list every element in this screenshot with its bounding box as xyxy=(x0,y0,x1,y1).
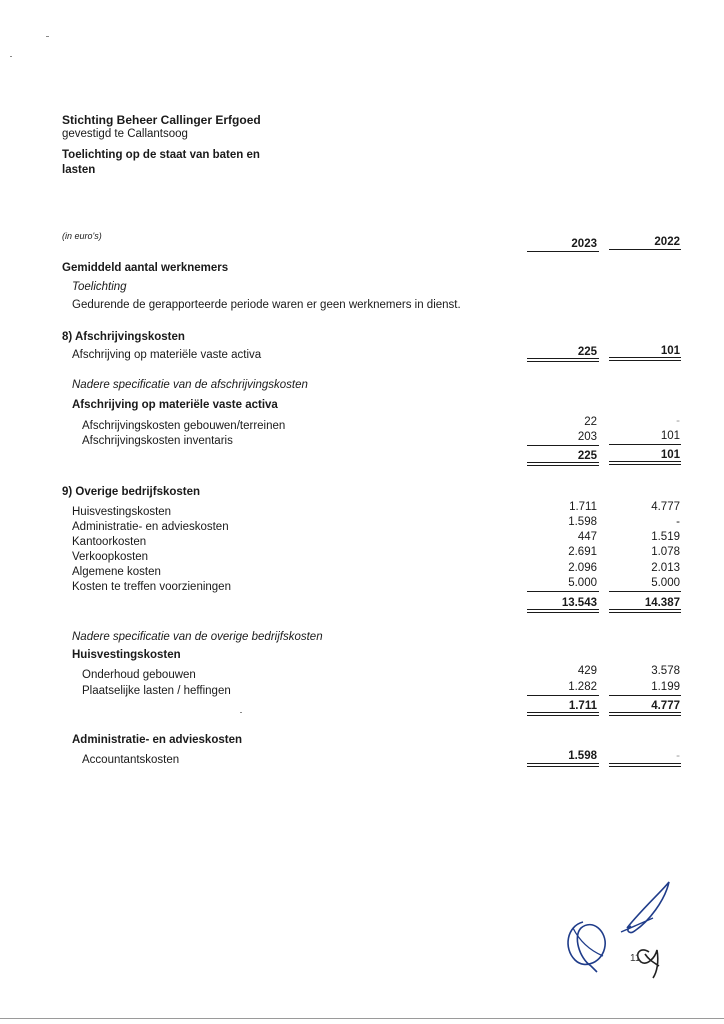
other-costs-item-2022: 4.777 xyxy=(651,501,680,513)
other-costs-item-label: Huisvestingskosten xyxy=(72,506,172,518)
advisory-row-2023: 1.598 xyxy=(568,750,597,762)
other-costs-subtotal-rule-2023 xyxy=(527,591,599,592)
depreciation-total-rule-2022 xyxy=(609,461,681,465)
depreciation-row-2022: 101 xyxy=(660,345,680,357)
employees-heading: Gemiddeld aantal werknemers xyxy=(62,262,229,274)
depreciation-spec-heading: Nadere specificatie van de afschrijvingskosten xyxy=(72,379,308,391)
other-costs-total-2022: 14.387 xyxy=(644,597,680,609)
handwritten-initials-signature xyxy=(545,870,695,990)
other-costs-item-2023: 1.711 xyxy=(569,501,597,513)
housing-total-rule-2022 xyxy=(609,712,681,716)
page-bottom-edge xyxy=(0,1018,724,1019)
other-costs-total-2023: 13.543 xyxy=(561,597,597,609)
document-title-line2: lasten xyxy=(62,164,96,176)
employees-subheading: Toelichting xyxy=(72,281,127,293)
housing-subtotal-rule-2022 xyxy=(609,695,681,696)
scan-speck xyxy=(10,56,12,57)
depreciation-subtotal-rule-2023 xyxy=(527,445,599,446)
housing-total-2023: 1.711 xyxy=(568,700,597,712)
depreciation-item-2023: 22 xyxy=(584,416,597,428)
housing-item-2022: 1.199 xyxy=(651,681,680,693)
depreciation-item-label: Afschrijvingskosten inventaris xyxy=(82,435,233,447)
depreciation-row-label: Afschrijving op materiële vaste activa xyxy=(72,349,262,361)
advisory-heading: Administratie- en advieskosten xyxy=(72,734,242,746)
other-costs-item-2023: 5.000 xyxy=(568,577,597,589)
depreciation-heading: 8) Afschrijvingskosten xyxy=(62,331,185,343)
other-costs-item-label: Kantoorkosten xyxy=(72,536,147,548)
depreciation-spec-subheading: Afschrijving op materiële vaste activa xyxy=(72,399,278,411)
depreciation-total-2022: 101 xyxy=(660,449,680,461)
year-2023-underline xyxy=(527,251,599,252)
advisory-row-rule-2023 xyxy=(527,763,599,767)
other-costs-total-rule-2023 xyxy=(527,609,599,613)
housing-item-label: Onderhoud gebouwen xyxy=(82,669,196,681)
unit-note: (in euro's) xyxy=(62,231,102,241)
depreciation-item-2022: 101 xyxy=(660,430,680,442)
other-costs-item-2022: 1.078 xyxy=(651,546,680,558)
page-number: 11 xyxy=(630,953,641,964)
other-costs-item-2023: 447 xyxy=(577,531,597,543)
advisory-row-label: Accountantskosten xyxy=(82,754,180,766)
depreciation-total-rule-2023 xyxy=(527,462,599,466)
other-costs-item-2023: 1.598 xyxy=(568,516,597,528)
other-costs-item-2022: - xyxy=(676,516,680,528)
depreciation-item-label: Afschrijvingskosten gebouwen/terreinen xyxy=(82,420,286,432)
housing-item-2023: 1.282 xyxy=(568,681,597,693)
other-costs-item-2023: 2.096 xyxy=(568,562,597,574)
depreciation-item-2022: - xyxy=(676,415,680,427)
other-costs-total-rule-2022 xyxy=(609,609,681,613)
housing-total-rule-2023 xyxy=(527,712,599,716)
depreciation-item-2023: 203 xyxy=(577,431,597,443)
scan-speck xyxy=(240,712,242,713)
year-2022-underline xyxy=(609,249,681,250)
housing-subtotal-rule-2023 xyxy=(527,695,599,696)
other-costs-item-label: Kosten te treffen voorzieningen xyxy=(72,581,231,593)
depreciation-row-2023-rule xyxy=(527,358,599,362)
year-2023-header: 2023 xyxy=(571,238,597,250)
scan-speck xyxy=(46,36,49,37)
other-costs-heading: 9) Overige bedrijfskosten xyxy=(62,486,201,498)
depreciation-row-2022-rule xyxy=(609,357,681,361)
advisory-row-rule-2022 xyxy=(609,763,681,767)
other-costs-item-2022: 2.013 xyxy=(651,562,680,574)
year-2022-header: 2022 xyxy=(654,236,680,248)
other-costs-item-2022: 5.000 xyxy=(651,577,680,589)
other-costs-item-2022: 1.519 xyxy=(651,531,680,543)
advisory-row-2022: - xyxy=(676,750,680,762)
other-costs-item-label: Verkoopkosten xyxy=(72,551,149,563)
other-costs-spec-heading: Nadere specificatie van de overige bedrijfskosten xyxy=(72,631,323,643)
housing-total-2022: 4.777 xyxy=(651,700,680,712)
depreciation-total-2023: 225 xyxy=(577,450,597,462)
other-costs-item-2023: 2.691 xyxy=(568,546,597,558)
other-costs-item-label: Administratie- en advieskosten xyxy=(72,521,229,533)
employees-text: Gedurende de gerapporteerde periode waren er geen werknemers in dienst. xyxy=(72,299,461,311)
housing-item-label: Plaatselijke lasten / heffingen xyxy=(82,685,231,697)
document-title-line1: Toelichting op de staat van baten en xyxy=(62,149,260,161)
other-costs-subtotal-rule-2022 xyxy=(609,591,681,592)
depreciation-subtotal-rule-2022 xyxy=(609,444,681,445)
depreciation-row-2023: 225 xyxy=(577,346,597,358)
housing-heading: Huisvestingskosten xyxy=(72,649,181,661)
organisation-name: Stichting Beheer Callinger Erfgoed xyxy=(62,113,261,127)
housing-item-2023: 429 xyxy=(577,665,597,677)
organisation-location: gevestigd te Callantsoog xyxy=(62,128,188,140)
other-costs-item-label: Algemene kosten xyxy=(72,566,161,578)
housing-item-2022: 3.578 xyxy=(651,665,680,677)
